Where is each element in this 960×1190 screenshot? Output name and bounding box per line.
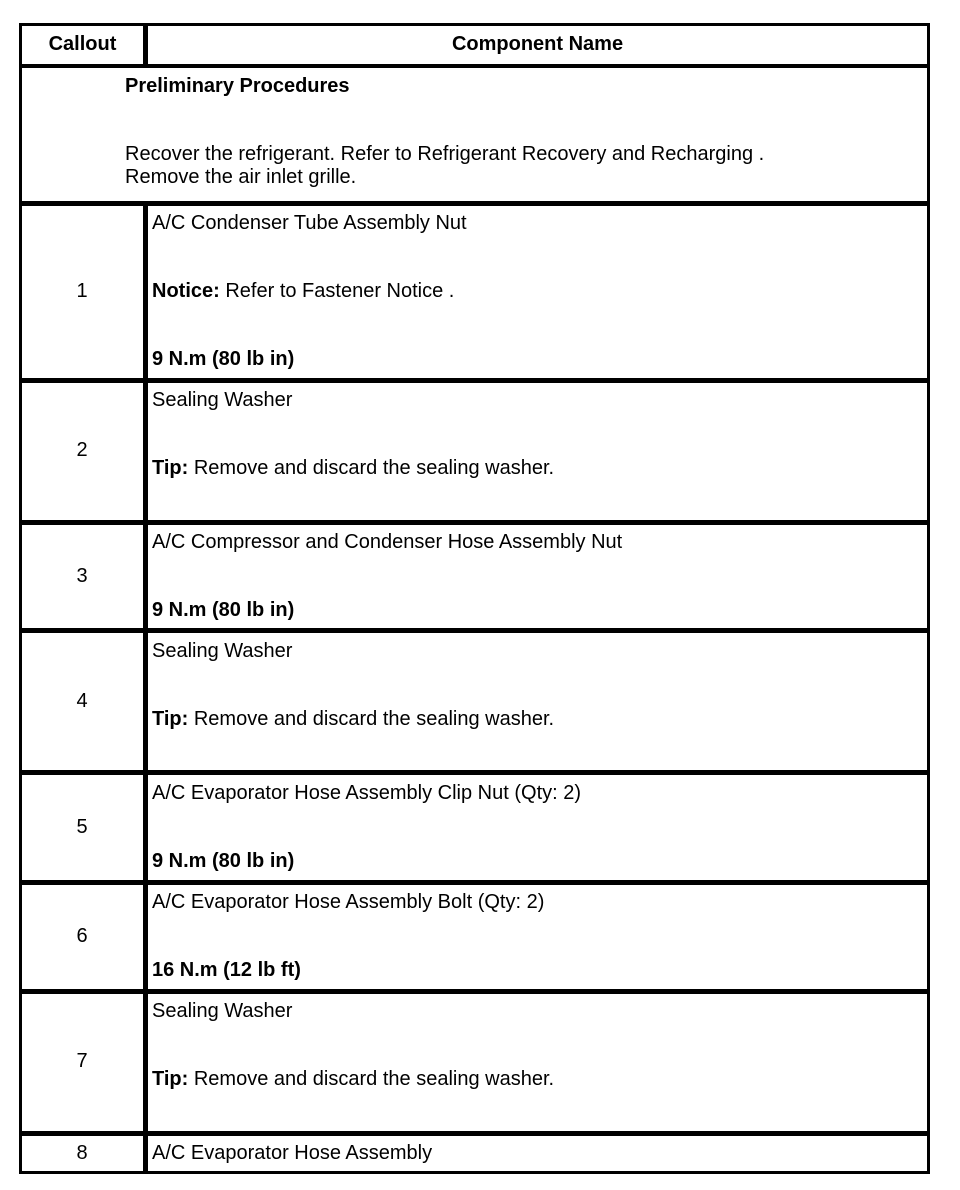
component-name: A/C Condenser Tube Assembly Nut <box>152 212 467 234</box>
table-border-top <box>19 23 930 26</box>
header-component-name: Component Name <box>451 33 624 55</box>
note-text: Refer to Fastener Notice . <box>219 280 455 302</box>
note-label: Tip: <box>152 708 189 730</box>
row-divider <box>19 520 930 525</box>
row-divider <box>19 378 930 383</box>
header-callout: Callout <box>48 33 117 55</box>
note-text: Remove and discard the sealing washer. <box>188 457 555 479</box>
callout-number: 3 <box>76 565 88 587</box>
note-text: Remove and discard the sealing washer. <box>188 708 555 730</box>
row-divider <box>19 628 930 633</box>
note-label: Notice: <box>152 280 220 302</box>
row-divider <box>19 201 930 206</box>
callout-number: 6 <box>76 925 88 947</box>
note-label: Tip: <box>152 457 189 479</box>
row-divider <box>19 1131 930 1136</box>
component-name: Sealing Washer <box>152 1000 293 1022</box>
component-table <box>19 23 930 1174</box>
callout-number: 8 <box>76 1142 88 1164</box>
table-border-bottom <box>19 1171 930 1174</box>
component-name: A/C Evaporator Hose Assembly Clip Nut (Qty: 2) <box>152 782 582 804</box>
component-name: A/C Evaporator Hose Assembly Bolt (Qty: 2) <box>152 891 545 913</box>
callout-number: 2 <box>76 439 88 461</box>
note-text: Remove and discard the sealing washer. <box>188 1068 555 1090</box>
torque-spec: 9 N.m (80 lb in) <box>152 348 295 370</box>
row-divider <box>19 880 930 885</box>
column-divider <box>143 203 148 1174</box>
preliminary-line-2: Remove the air inlet grille. <box>125 166 357 188</box>
torque-spec: 9 N.m (80 lb in) <box>152 850 295 872</box>
row-divider <box>19 989 930 994</box>
component-note <box>152 457 554 480</box>
preliminary-line-1: Recover the refrigerant. Refer to Refrigerant Recovery and Recharging . <box>125 143 765 165</box>
callout-number: 4 <box>76 690 88 712</box>
row-divider <box>19 64 930 68</box>
callout-number: 7 <box>76 1050 88 1072</box>
torque-spec: 9 N.m (80 lb in) <box>152 599 295 621</box>
row-divider <box>19 770 930 775</box>
component-name: Sealing Washer <box>152 389 293 411</box>
note-label: Tip: <box>152 1068 189 1090</box>
table-border-right <box>927 23 930 1174</box>
component-name: A/C Compressor and Condenser Hose Assembly Nut <box>152 531 623 553</box>
component-note <box>152 280 454 303</box>
component-note <box>152 1068 554 1091</box>
component-note <box>152 708 554 731</box>
table-border-left <box>19 23 22 1174</box>
preliminary-title: Preliminary Procedures <box>125 75 350 97</box>
component-name: Sealing Washer <box>152 640 293 662</box>
torque-spec: 16 N.m (12 lb ft) <box>152 959 301 981</box>
callout-number: 5 <box>76 816 88 838</box>
callout-number: 1 <box>76 280 88 302</box>
component-name: A/C Evaporator Hose Assembly <box>152 1142 433 1164</box>
